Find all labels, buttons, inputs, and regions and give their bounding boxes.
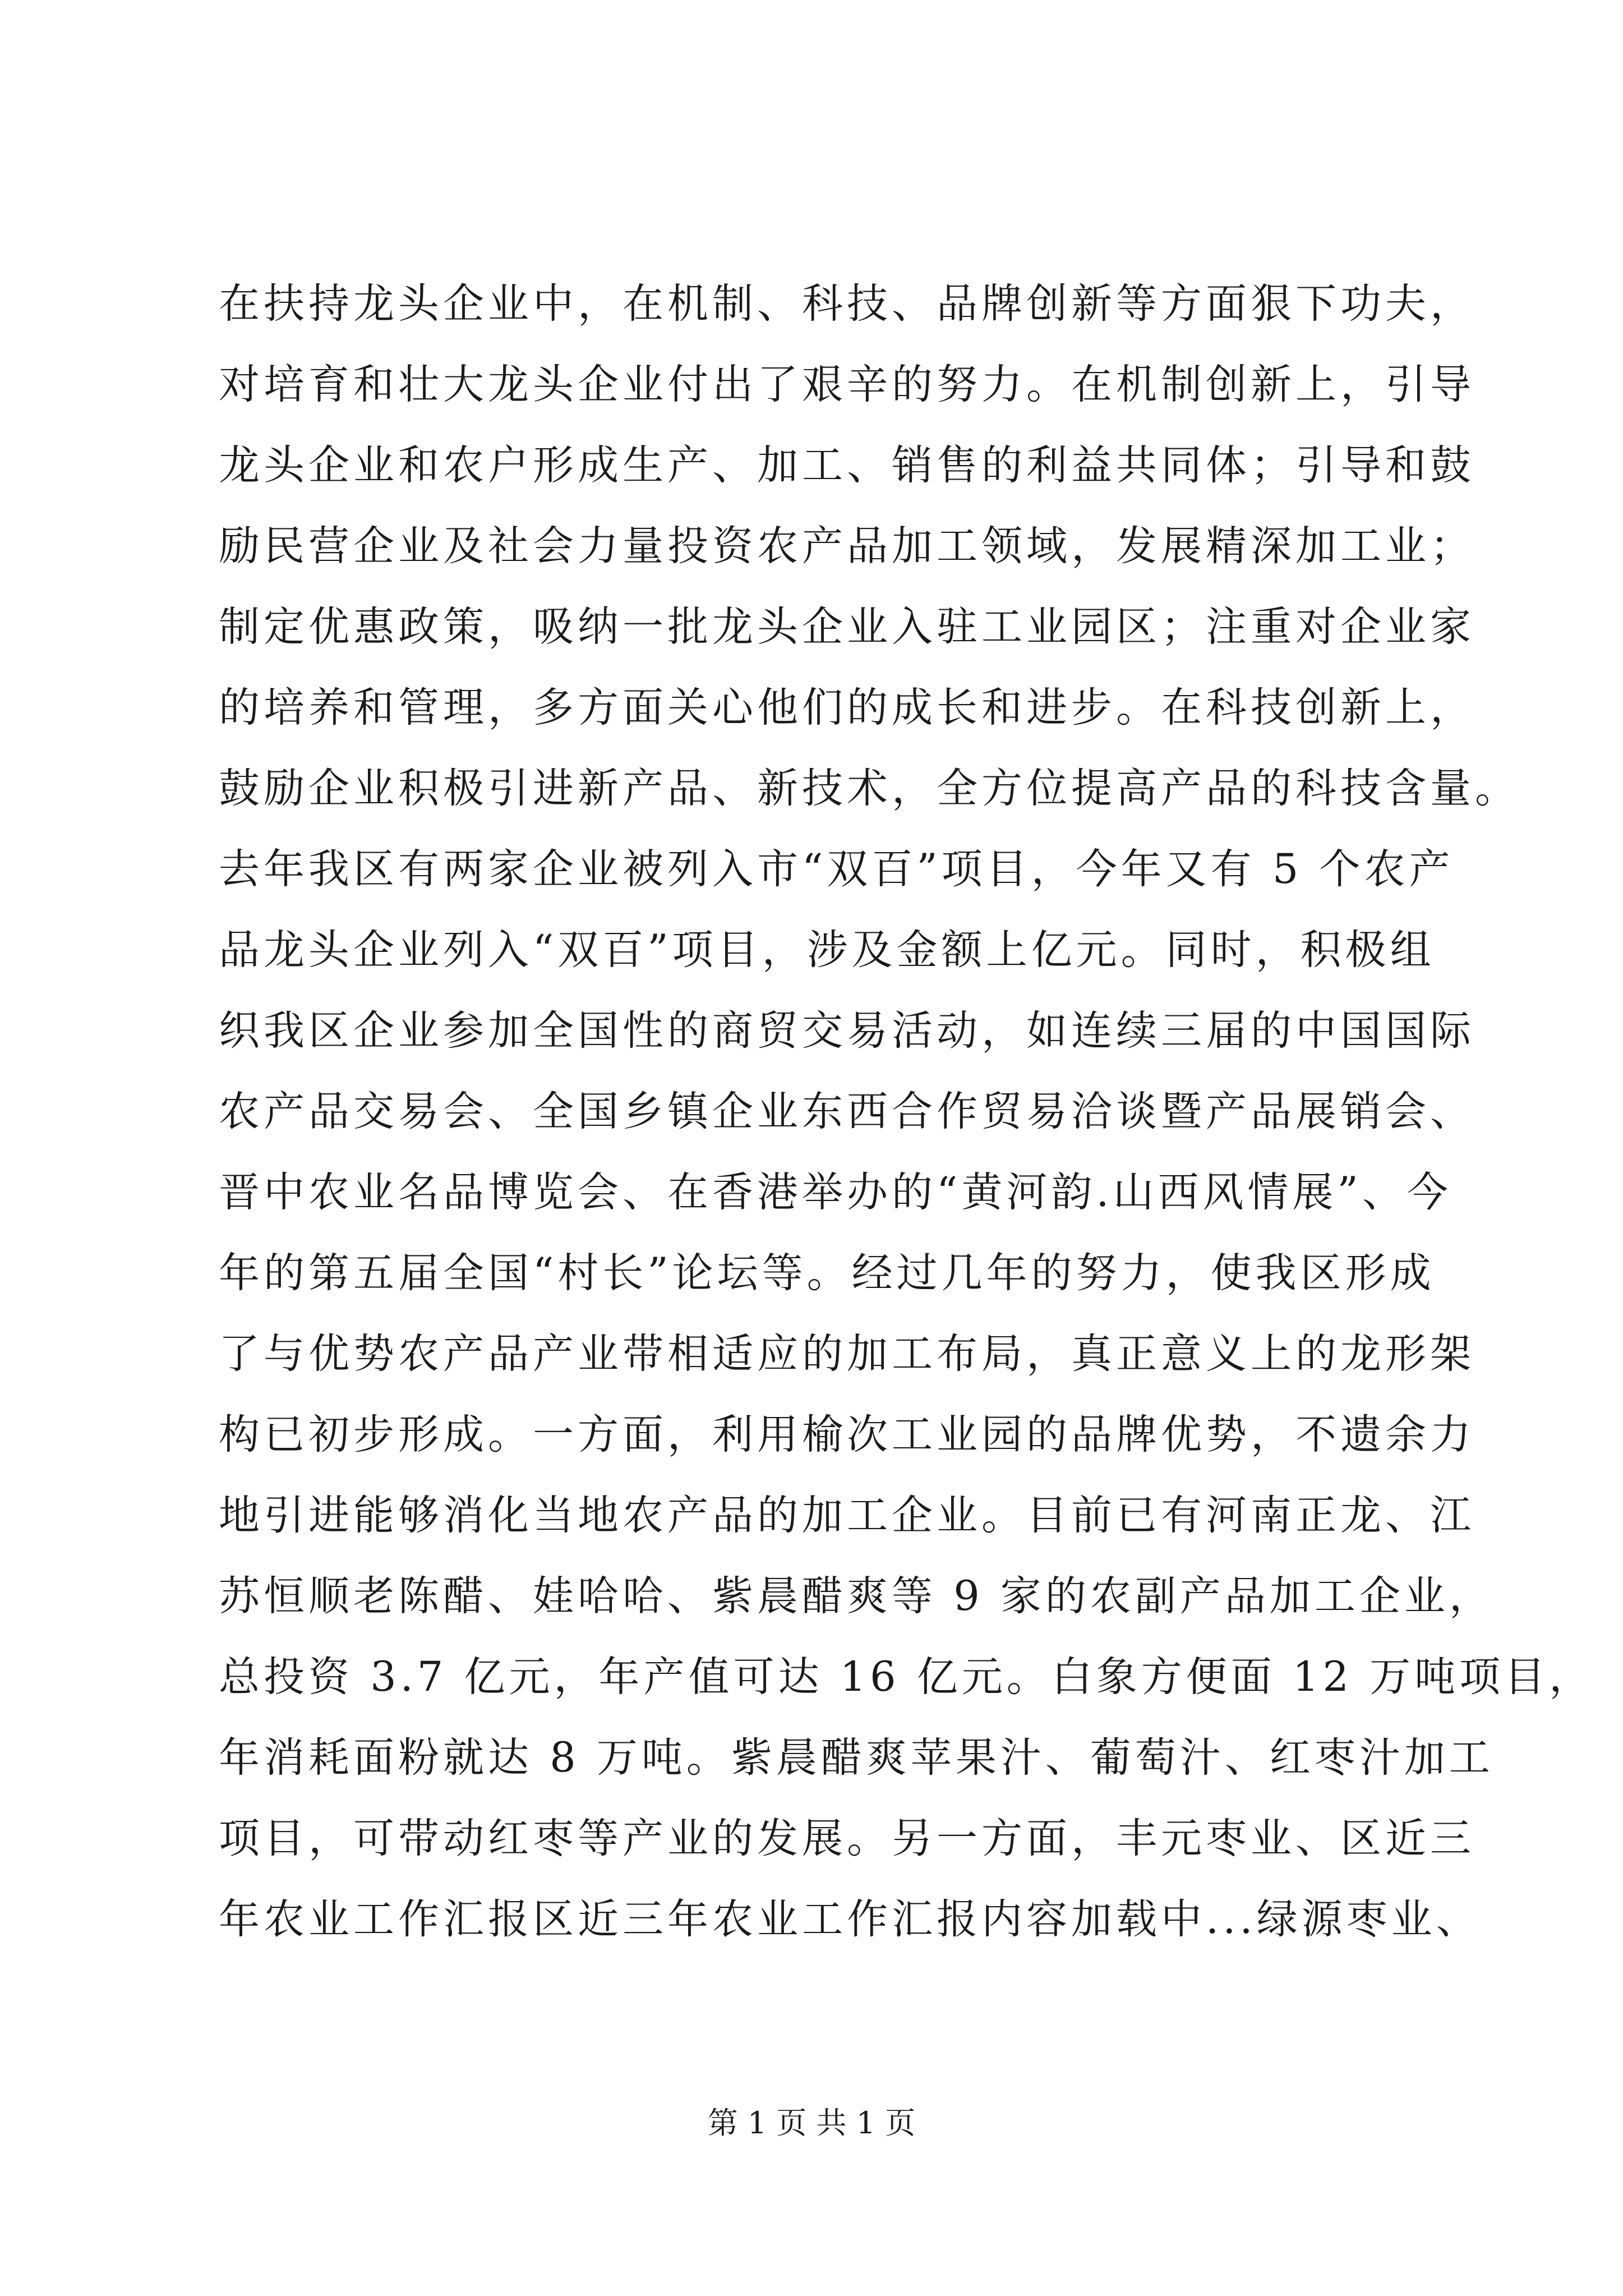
text-line: 构已初步形成。一方面，利用榆次工业园的品牌优势，不遗余力 bbox=[219, 1411, 1475, 1458]
text-line: 制定优惠政策，吸纳一批龙头企业入驻工业园区；注重对企业家 bbox=[219, 603, 1475, 651]
text-line: 去年我区有两家企业被列入市“双百”项目，今年又有 5 个农产 bbox=[219, 845, 1454, 893]
text-line: 励民营企业及社会力量投资农产品加工领域，发展精深加工业； bbox=[219, 522, 1475, 570]
text-line: 的培养和管理，多方面关心他们的成长和进步。在科技创新上， bbox=[219, 684, 1475, 731]
text-line: 苏恒顺老陈醋、娃哈哈、紫晨醋爽等 9 家的农副产品加工企业， bbox=[219, 1572, 1494, 1620]
page-number-label: 第 1 页 共 1 页 bbox=[707, 2105, 916, 2141]
body-text bbox=[219, 264, 1594, 1960]
text-line: 了与优势农产品产业带相适应的加工布局，真正意义上的龙形架 bbox=[219, 1330, 1475, 1378]
text-line: 地引进能够消化当地农产品的加工企业。目前已有河南正龙、江 bbox=[219, 1492, 1475, 1539]
text-line: 总投资 3.7 亿元，年产值可达 16 亿元。白象方便面 12 万吨项目， bbox=[219, 1653, 1594, 1701]
text-line: 对培育和壮大龙头企业付出了艰辛的努力。在机制创新上，引导 bbox=[219, 361, 1475, 408]
text-line: 农产品交易会、全国乡镇企业东西合作贸易洽谈暨产品展销会、 bbox=[219, 1088, 1475, 1135]
text-line: 年农业工作汇报区近三年农业工作汇报内容加载中...绿源枣业、 bbox=[219, 1895, 1481, 1943]
text-line: 晋中农业名品博览会、在香港举办的“黄河韵.山西风情展”、今 bbox=[219, 1168, 1452, 1216]
text-line: 在扶持龙头企业中，在机制、科技、品牌创新等方面狠下功夫， bbox=[219, 280, 1475, 328]
page-footer bbox=[0, 2101, 1623, 2146]
text-line: 项目，可带动红枣等产业的发展。另一方面，丰元枣业、区近三 bbox=[219, 1815, 1475, 1862]
text-line: 织我区企业参加全国性的商贸交易活动，如连续三届的中国国际 bbox=[219, 1007, 1475, 1055]
text-line: 鼓励企业积极引进新产品、新技术，全方位提高产品的科技含量。 bbox=[219, 765, 1520, 812]
text-line: 品龙头企业列入“双百”项目，涉及金额上亿元。同时，积极组 bbox=[219, 926, 1435, 974]
text-line: 年消耗面粉就达 8 万吨。紫晨醋爽苹果汁、葡萄汁、红枣汁加工 bbox=[219, 1734, 1494, 1782]
text-line: 龙头企业和农户形成生产、加工、销售的利益共同体；引导和鼓 bbox=[219, 441, 1475, 489]
text-line: 年的第五届全国“村长”论坛等。经过几年的努力，使我区形成 bbox=[219, 1249, 1435, 1297]
